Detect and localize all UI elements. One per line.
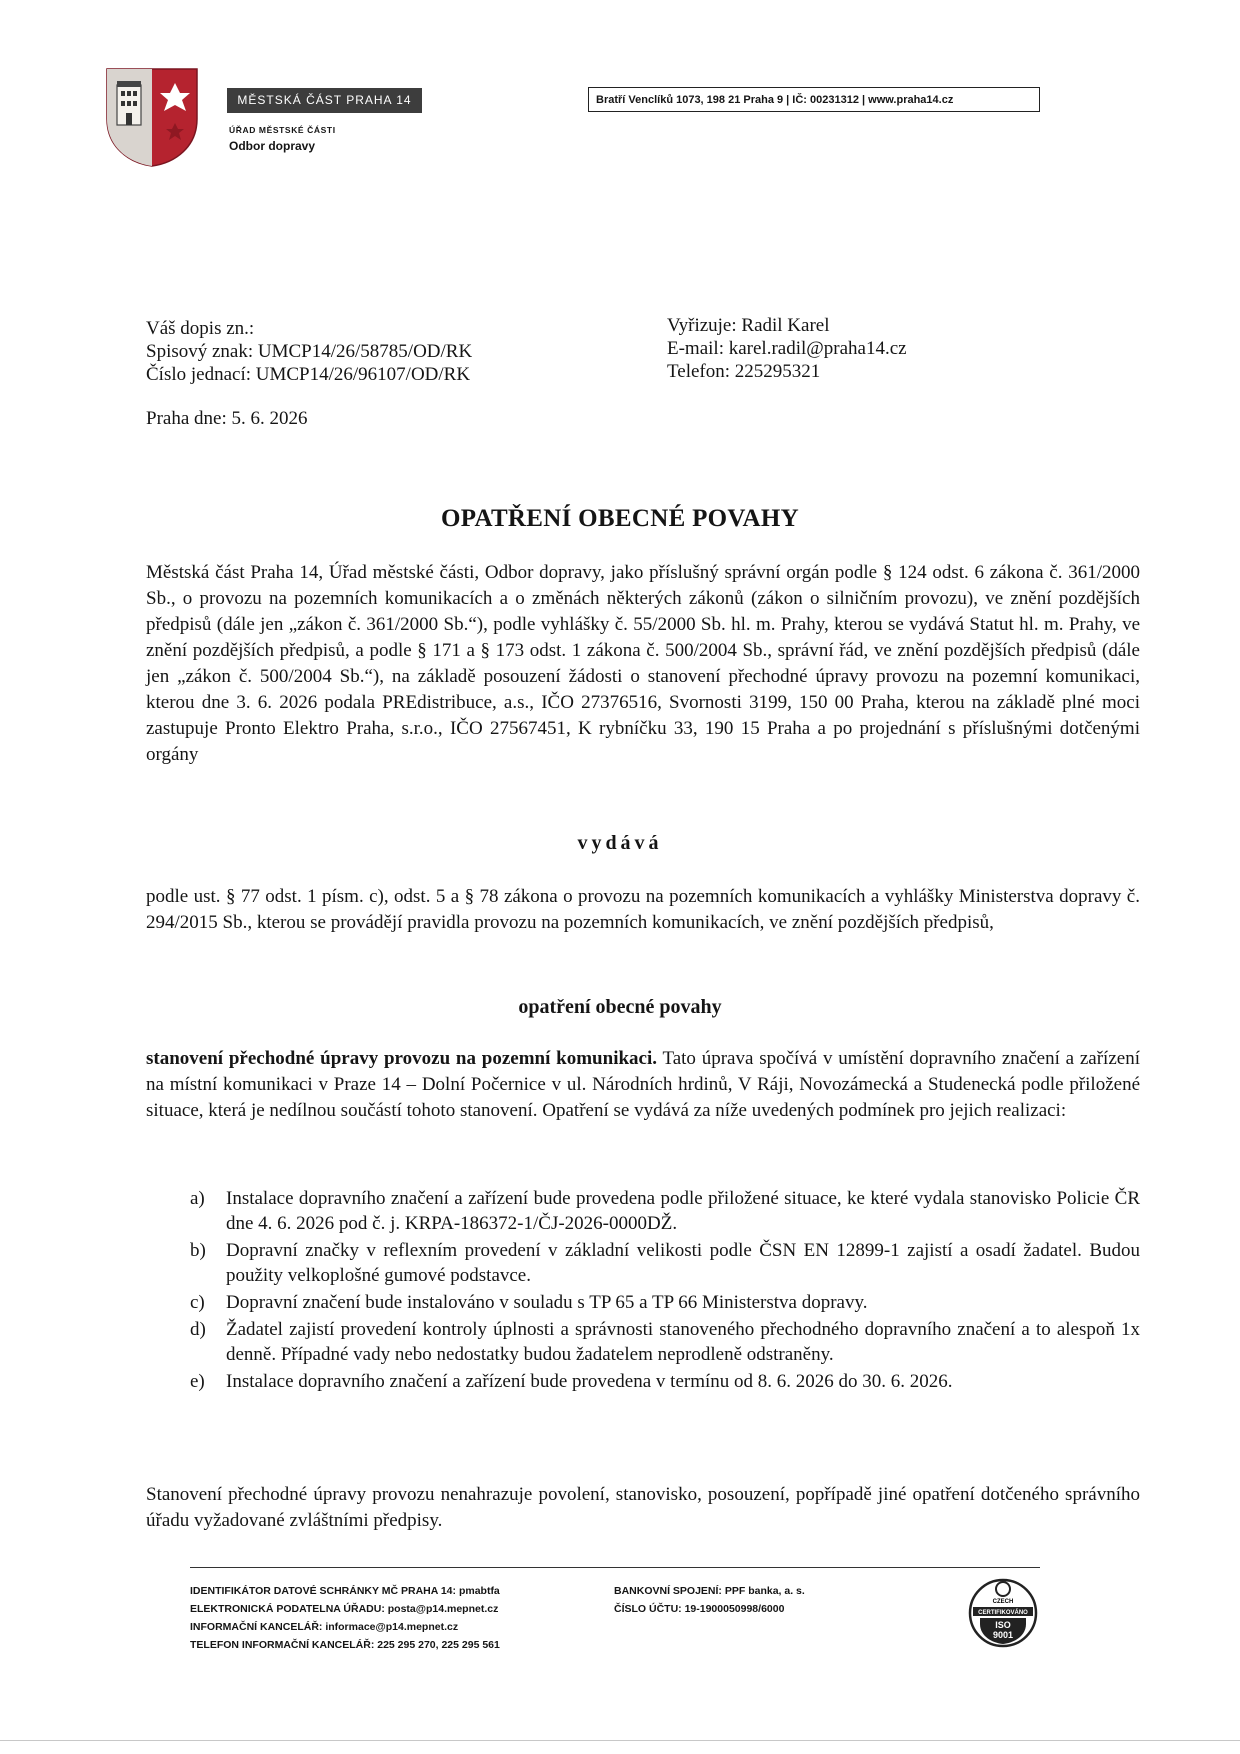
iso-certification-seal-icon xyxy=(968,1578,1038,1648)
seal-9001: 9001 xyxy=(992,1630,1014,1640)
condition-marker: a) xyxy=(190,1188,205,1209)
conditions-list xyxy=(190,1186,1140,1396)
measure-heading: opatření obecné povahy xyxy=(518,996,722,1018)
footer-bank xyxy=(614,1582,805,1618)
praha14-crest-icon xyxy=(105,67,199,167)
footer-contacts xyxy=(190,1582,500,1654)
measure-lead: stanovení přechodné úpravy provozu na pozemní komunikaci. xyxy=(146,1048,657,1069)
measure-text: Tato úprava spočívá v umístění dopravního značení a zařízení na místní komunikaci v Praze 14 – Dolní Počernice v ul. Národních hrdinů, V Ráji, Novozámecká a Studenecká podle přiložené situace, která je nedílnou součástí tohoto stanovení. Opatření se vydává za níže uvedených podmínek pro jejich realizaci: xyxy=(146,1048,1140,1121)
info-office-phone: TELEFON INFORMAČNÍ KANCELÁŘ: 225 295 270, 225 295 561 xyxy=(190,1639,500,1651)
condition-marker: d) xyxy=(190,1319,206,1340)
reference-number: Číslo jednací: UMCP14/26/96107/OD/RK xyxy=(146,364,471,385)
file-mark: Spisový znak: UMCP14/26/58785/OD/RK xyxy=(146,341,473,362)
department-name: Odbor dopravy xyxy=(229,139,316,153)
condition-item xyxy=(190,1290,1140,1315)
condition-item xyxy=(190,1369,1140,1394)
intro-paragraph: Městská část Praha 14, Úřad městské části, Odbor dopravy, jako příslušný správní orgán podle § 124 odst. 6 zákona č. 361/2000 Sb., o provozu na pozemních komunikacích a o změnách některých zákonů (zákon o silničním provozu), ve znění pozdějších předpisů (dále jen „zákon č. 361/2000 Sb.“), podle vyhlášky č. 55/2000 Sb. hl. m. Prahy, kterou se vydává Statut hl. m. Prahy, ve znění pozdějších předpisů, a podle § 171 a § 173 odst. 1 zákona č. 500/2004 Sb., správní řád, ve znění pozdějších předpisů (dále jen „zákon č. 500/2004 Sb.“), na základě posouzení žádosti o stanovení přechodné úpravy provozu na pozemní komunikaci, kterou dne 3. 6. 2026 podala PREdistribuce, a.s., IČO 27376516, Svornosti 3199, 150 00 Praha, kterou na základě plné moci zastupuje Pronto Elektro Praha, s.r.o., IČO 27567451, K rybníčku 33, 190 15 Praha a po projednání s příslušnými dotčenými orgány xyxy=(146,562,1140,765)
condition-marker: e) xyxy=(190,1371,205,1392)
closing-paragraph: Stanovení přechodné úpravy provozu nenahrazuje povolení, stanovisko, posouzení, popřípadě jiné opatření dotčeného správního úřadu vyžadované zvláštními předpisy. xyxy=(146,1484,1140,1531)
document-title: OPATŘENÍ OBECNÉ POVAHY xyxy=(440,505,800,532)
condition-text: Dopravní značky v reflexním provedení v základní velikosti podle ČSN EN 12899-1 zajistí a osadí žadatel. Budou použity velkoplošné gumové podstavce. xyxy=(226,1240,1140,1286)
condition-text: Žadatel zajistí provedení kontroly úplnosti a správnosti stanoveného přechodného dopravního značení a to alespoň 1x denně. Případné vady nebo nedostatky budou žadatelem neprodleně odstraněny. xyxy=(226,1319,1140,1365)
issues-heading: vydává xyxy=(577,832,663,854)
condition-text: Instalace dopravního značení a zařízení bude provedena podle přiložené situace, ke které vydala stanovisko Policie ČR dne 4. 6. 2026 pod č. j. KRPA-186372-1/ČJ-2026-0000DŽ. xyxy=(226,1188,1140,1234)
footer-divider xyxy=(190,1567,1040,1568)
legal-basis-paragraph: podle ust. § 77 odst. 1 písm. c), odst. 5 a § 78 zákona o provozu na pozemních komunikacích a vyhlášky Ministerstva dopravy č. 294/2015 Sb., kterou se provádějí pravidla provozu na pozemních komunikacích, ve znění pozdějších předpisů, xyxy=(146,886,1140,933)
condition-text: Dopravní značení bude instalováno v souladu s TP 65 a TP 66 Ministerstva dopravy. xyxy=(226,1292,868,1313)
brand-name-bar: MĚSTSKÁ ČÁST PRAHA 14 xyxy=(227,88,422,113)
condition-marker: c) xyxy=(190,1292,205,1313)
your-letter-ref: Váš dopis zn.: xyxy=(146,318,255,339)
data-box-id: IDENTIFIKÁTOR DATOVÉ SCHRÁNKY MČ PRAHA 14: pmabtfa xyxy=(190,1585,500,1597)
email-contact: E-mail: karel.radil@praha14.cz xyxy=(667,338,907,359)
reference-right xyxy=(667,314,907,383)
bank-account: ČÍSLO ÚČTU: 19-1900050998/6000 xyxy=(614,1603,785,1615)
bank-name: BANKOVNÍ SPOJENÍ: PPF banka, a. s. xyxy=(614,1585,805,1597)
document-date: Praha dne: 5. 6. 2026 xyxy=(146,408,308,429)
phone-contact: Telefon: 225295321 xyxy=(667,361,821,382)
seal-iso: ISO xyxy=(995,1620,1011,1630)
condition-marker: b) xyxy=(190,1240,206,1261)
contact-line: Bratří Venclíků 1073, 198 21 Praha 9 | IČ: 00231312 | www.praha14.cz xyxy=(588,87,1040,112)
condition-item xyxy=(190,1317,1140,1367)
measure-paragraph xyxy=(146,1046,1140,1124)
condition-item xyxy=(190,1186,1140,1236)
seal-czech: CZECH xyxy=(992,1599,1014,1605)
condition-text: Instalace dopravního značení a zařízení bude provedena v termínu od 8. 6. 2026 do 30. 6. 2026. xyxy=(226,1371,953,1392)
office-name: ÚŘAD MĚSTSKÉ ČÁSTI xyxy=(229,125,336,135)
scan-edge-line xyxy=(0,1740,1240,1741)
info-office-email: INFORMAČNÍ KANCELÁŘ: informace@p14.mepnet.cz xyxy=(190,1621,459,1633)
electronic-registry: ELEKTRONICKÁ PODATELNA ÚŘADU: posta@p14.mepnet.cz xyxy=(190,1603,499,1615)
condition-item xyxy=(190,1238,1140,1288)
reference-left xyxy=(146,317,472,386)
handled-by: Vyřizuje: Radil Karel xyxy=(667,315,830,336)
seal-certified: CERTIFIKOVÁNO xyxy=(978,1610,1028,1616)
